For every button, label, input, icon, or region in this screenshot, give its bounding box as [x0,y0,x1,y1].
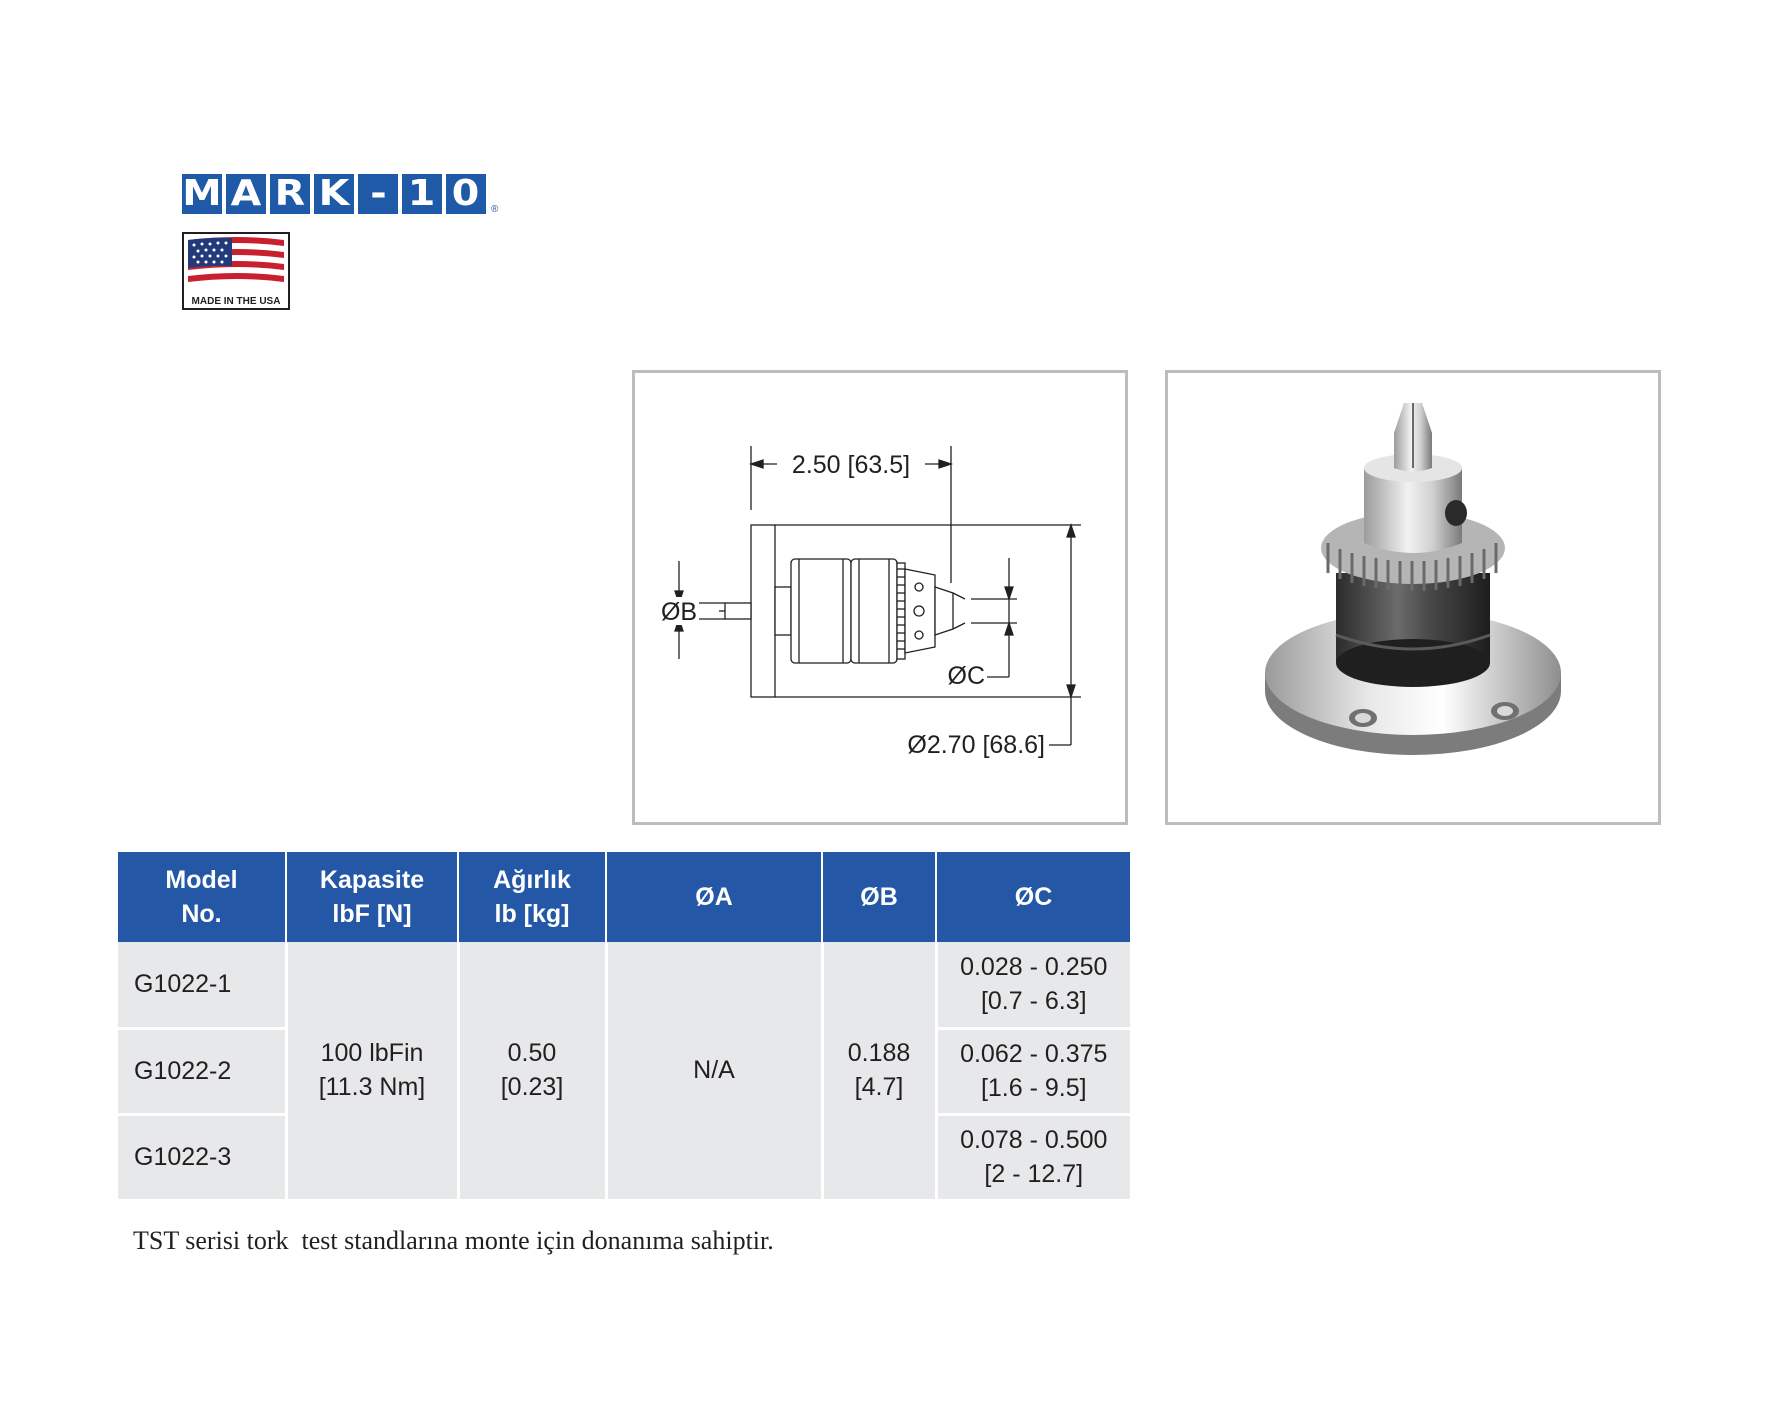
drill-chuck-photo [1168,373,1658,822]
model-cell: G1022-2 [118,1028,286,1114]
registered-mark: ® [491,204,499,215]
column-header-diameter-a: ØA [606,852,822,942]
logo-letter-box: R [270,174,310,214]
diameter-c-label: ØC [947,662,985,690]
table-header-row [118,852,1130,942]
logo-letter-box: K [314,174,354,214]
column-header-model: Model No. [118,852,286,942]
logo-letter-box: - [358,174,398,214]
mark-10-logo [182,174,498,215]
capacity-cell: 100 lbFin [11.3 Nm] [286,942,458,1200]
diameter-a-cell: N/A [606,942,822,1200]
diameter-c-cell: 0.078 - 0.500 [2 - 12.7] [936,1114,1130,1200]
column-header-capacity: Kapasite lbF [N] [286,852,458,942]
logo-letter-box: 1 [402,174,442,214]
logo-letter-box: 0 [446,174,486,214]
chuck-dimension-drawing [635,373,1125,822]
dimension-drawing-panel [632,370,1128,825]
column-header-weight: Ağırlık lb [kg] [458,852,606,942]
flange-diameter-label: Ø2.70 [68.6] [907,731,1045,759]
logo-letter-box: A [226,174,266,214]
model-cell: G1022-1 [118,942,286,1028]
weight-cell: 0.50 [0.23] [458,942,606,1200]
table-row [118,942,1130,1028]
diameter-c-cell: 0.028 - 0.250 [0.7 - 6.3] [936,942,1130,1028]
footnote: TST serisi tork test standlarına monte için donanıma sahiptir. [133,1226,774,1255]
column-header-diameter-c: ØC [936,852,1130,942]
diameter-c-cell: 0.062 - 0.375 [1.6 - 9.5] [936,1028,1130,1114]
product-photo-panel [1165,370,1661,825]
diameter-b-label: ØB [660,598,698,626]
logo-letter-box: M [182,173,222,214]
svg-text:MADE IN THE USA: MADE IN THE USA [191,296,281,307]
length-dimension-label: 2.50 [63.5] [791,451,911,479]
made-in-usa-flag-icon [182,232,290,310]
column-header-diameter-b: ØB [822,852,936,942]
diameter-b-cell: 0.188 [4.7] [822,942,936,1200]
specification-table [118,852,1130,1202]
model-cell: G1022-3 [118,1114,286,1200]
